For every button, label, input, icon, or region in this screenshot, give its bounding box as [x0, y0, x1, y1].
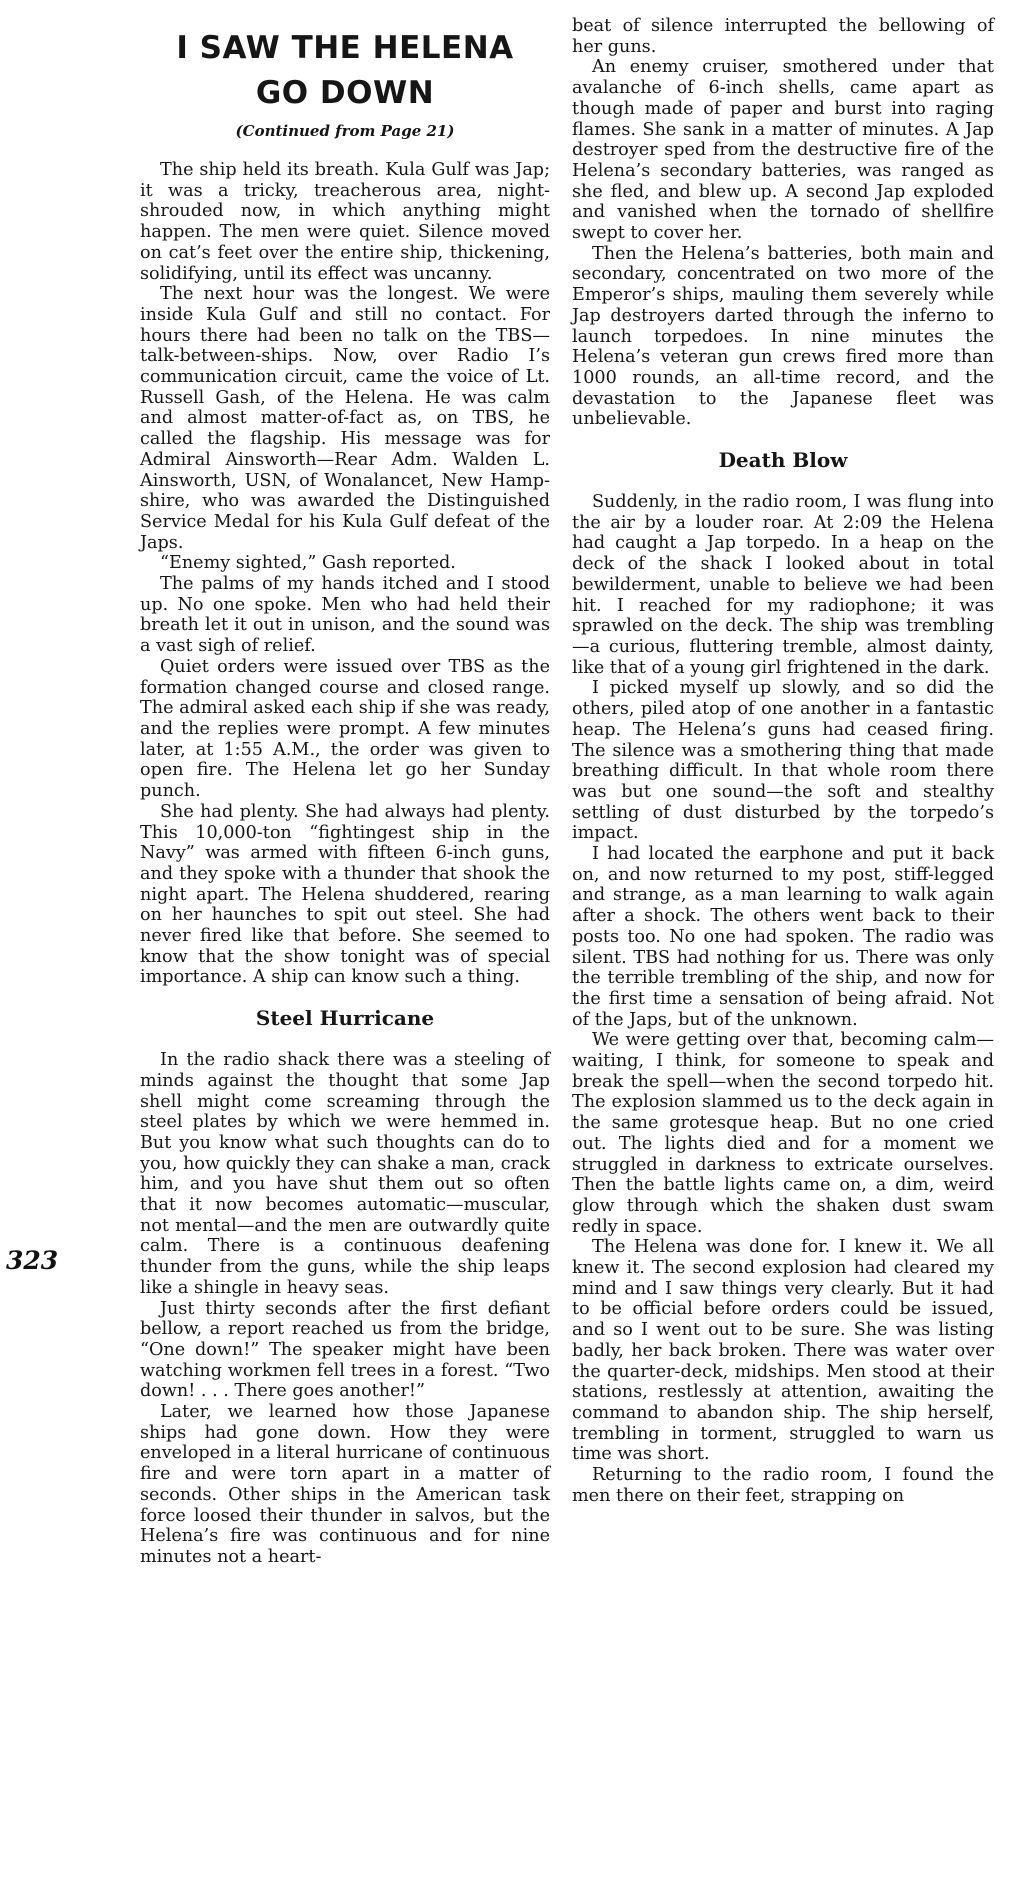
paragraph: The Helena was done for. I knew it. We all knew it. The second explosion had cleared my mind and I saw things very clearly. But it had to be official before orders could be issued, and so I went out to be sure. She was listing badly, her back broken. There was water over the quarter-deck, midships. Men stood at their stations, restlessly at attention, awaiting the command to abandon ship. The ship herself, trembling in torment, struggled to warn us time was short. — [572, 1237, 994, 1465]
section-heading-steel-hurricane: Steel Hurricane — [255, 1006, 435, 1031]
article-title — [140, 26, 550, 116]
right-body — [572, 16, 994, 1507]
paragraph: The next hour was the longest. We were inside Kula Gulf and still no contact. For hours there had been no talk on the TBS—talk-between-ships. Now, over Radio I’s communication circuit, came the voice of Lt. Russell Gash, of the Helena. He was calm and almost matter-of-fact as, on TBS, he called the flagship. His message was for Admiral Ainsworth—Rear Adm. Walden L. Ainsworth, USN, of Wonalancet, New Hampshire, who was awarded the Distinguished Service Medal for his Kula Gulf defeat of the Japs. — [140, 284, 550, 553]
continued-note: (Continued from Page 21) — [235, 122, 455, 140]
paragraph: She had plenty. She had always had plenty. This 10,000-ton “fightingest ship in the Navy” was armed with fifteen 6-inch guns, and they spoke with a thunder that shook the night apart. The Helena shuddered, rearing on her haunches to spit out steel. She had never fired like that before. She seemed to know that the show tonight was of special importance. A ship can know such a thing. — [140, 801, 550, 988]
left-column — [140, 0, 550, 1568]
paragraph: Just thirty seconds after the first defiant bellow, a report reached us from the bridge, “One down!” The speaker might have been watching workmen fell trees in a forest. “Two down! . . . There goes another!” — [140, 1298, 550, 1402]
paragraph: “Enemy sighted,” Gash reported. — [160, 553, 456, 574]
paragraph: I had located the earphone and put it back on, and now returned to my post, stiff-legged and strange, as a man learning to walk again after a shock. The others went back to their posts too. No one had spoken. The radio was silent. TBS had nothing for us. There was only the terrible trembling of the ship, and now for the first time a sensation of being afraid. Not of the Japs, but of the unknown. — [572, 844, 994, 1030]
paragraph: Later, we learned how those Japanese ships had gone down. How they were enveloped in a literal hurricane of continuous fire and were torn apart in a matter of seconds. Other ships in the American task force loosed their thunder in salvos, but the Helena’s fire was continuous and for nine minutes not a heart- — [140, 1402, 550, 1567]
left-body — [140, 160, 550, 1568]
paragraph: The palms of my hands itched and I stood up. No one spoke. Men who had held their breath let it out in unison, and the sound was a vast sigh of relief. — [140, 574, 550, 657]
paragraph: I picked myself up slowly, and so did the others, piled atop of one another in a fantastic heap. The Helena’s guns had ceased firing. The silence was a smothering thing that made breathing difficult. In that whole room there was but one sound—the soft and stealthy settling of dust disturbed by the torpedo’s impact. — [572, 678, 994, 844]
paragraph: An enemy cruiser, smothered under that avalanche of 6-inch shells, came apart as though made of paper and burst into raging flames. She sank in a matter of minutes. A Jap destroyer sped from the destructive fire of the Helena’s secondary batteries, was ranged as she fled, and blew up. A second Jap exploded and vanished when the tornado of shellfire swept to cover her. — [572, 57, 994, 244]
paragraph: Returning to the radio room, I found the men there on their feet, strapping on — [572, 1465, 994, 1506]
paragraph: Then the Helena’s batteries, both main and secondary, concentrated on two more of the Emperor’s ships, mauling them severely while Jap destroyers darted through the inferno to launch torpedoes. In nine minutes the Helena’s veteran gun crews fired more than 1000 rounds, an all-time record, and the devastation to the Japanese fleet was unbelievable. — [572, 243, 994, 430]
article-title-line-1: I SAW THE HELENA — [176, 30, 514, 66]
paragraph: beat of silence interrupted the bellowing of her guns. — [572, 16, 994, 57]
paragraph: In the radio shack there was a steeling of minds against the thought that some Jap shell might come screaming through the steel plates by which we were hemmed in. But you know what such thoughts can do to you, how quickly they can shake a man, crack him, and you have shut them out so often that it now becomes automatic—muscular, not mental—and the men are outwardly quite calm. There is a continuous deafening thunder from the guns, while the ship leaps like a shingle in heavy seas. — [140, 1050, 550, 1298]
article-title-line-2: GO DOWN — [255, 75, 435, 111]
paragraph: Quiet orders were issued over TBS as the formation changed course and closed range. The admiral asked each ship if she was ready, and the replies were prompt. A few minutes later, at 1:55 A.M., the order was given to open fire. The Helena let go her Sunday punch. — [140, 656, 550, 802]
paragraph: The ship held its breath. Kula Gulf was Jap; it was a tricky, treacherous area, night-shrouded now, in which anything might happen. The men were quiet. Silence moved on cat’s feet over the entire ship, thickening, solidifying, until its effect was uncanny. — [140, 160, 550, 284]
paragraph: We were getting over that, becoming calm—waiting, I think, for someone to speak and break the spell—when the second torpedo hit. The explosion slammed us to the deck again in the same grotesque heap. But no one cried out. The lights died and for a moment we struggled in darkness to extricate ourselves. Then the battle lights came on, a dim, weird glow through which the shaken dust swam redly in space. — [572, 1030, 994, 1237]
right-column — [572, 0, 994, 1507]
section-heading-death-blow: Death Blow — [718, 448, 848, 473]
page-number: 323 — [6, 1246, 59, 1275]
paragraph: Suddenly, in the radio room, I was flung into the air by a louder roar. At 2:09 the Helena had caught a Jap torpedo. In a heap on the deck of the shack I looked about in total bewilderment, unable to believe we had been hit. I reached for my radiophone; it was sprawled on the deck. The ship was trembling—a curious, fluttering tremble, almost dainty, like that of a young girl frightened in the dark. — [572, 492, 994, 678]
